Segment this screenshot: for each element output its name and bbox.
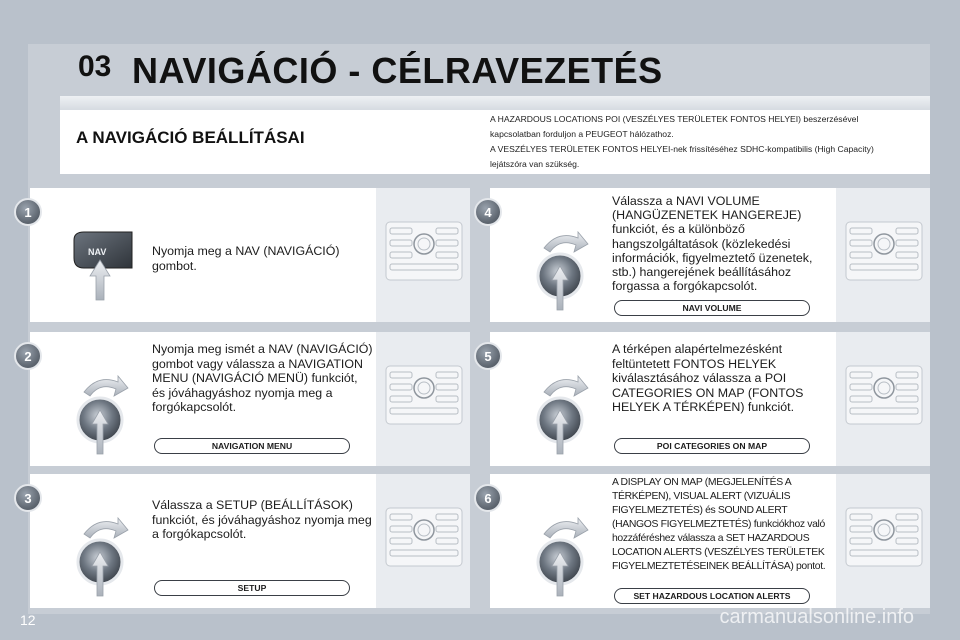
note-text: [490, 112, 920, 172]
chapter-number: 03: [78, 50, 112, 83]
step-number-badge: 5: [474, 342, 502, 370]
step-text: Válassza a SETUP (BEÁLLÍTÁSOK) funkciót, és jóváhagyáshoz nyomja meg a forgókapcsolót.: [152, 498, 372, 542]
step-5: [484, 332, 930, 466]
step-number-badge: 3: [14, 484, 42, 512]
step-text: Válassza a NAVI VOLUME (HANGÜZENETEK HANGEREJE) funkciót, és a különböző hangszolgáltatások (közlekedési információk, figyelmeztető üzenetek, stb.) hangerejének beállításához forgassa a forgókapcsolót.: [612, 194, 813, 294]
rotary-knob-icon: [72, 512, 132, 600]
rotary-knob-icon: [532, 370, 592, 458]
menu-label-navi-volume: NAVI VOLUME: [614, 300, 810, 316]
radio-panel-icon: [384, 218, 464, 284]
step-1: [24, 188, 470, 322]
decorative-band: [60, 96, 930, 110]
step-6: [484, 474, 930, 608]
radio-panel-icon: [844, 362, 924, 428]
section-title: A NAVIGÁCIÓ BEÁLLÍTÁSAI: [76, 128, 305, 147]
note-line: A VESZÉLYES TERÜLETEK FONTOS HELYEI-nek frissítéséhez SDHC-kompatibilis (High Capacity): [490, 144, 874, 154]
rotary-knob-icon: [72, 370, 132, 458]
step-text: A térképen alapértelmezésként feltüntetett FONTOS HELYEK kiválasztásához válassza a POI CATEGORIES ON MAP (FONTOS HELYEK A TÉRKÉPEN) funkciót.: [612, 342, 804, 415]
radio-panel-icon: [384, 504, 464, 570]
menu-label-navigation-menu: NAVIGATION MENU: [154, 438, 350, 454]
step-3: [24, 474, 470, 608]
menu-label-setup: SETUP: [154, 580, 350, 596]
radio-panel-icon: [844, 218, 924, 284]
menu-label-poi-categories: POI CATEGORIES ON MAP: [614, 438, 810, 454]
step-number-badge: 4: [474, 198, 502, 226]
watermark: carmanualsonline.info: [719, 606, 914, 628]
step-text: Nyomja meg a NAV (NAVIGÁCIÓ) gombot.: [152, 244, 340, 273]
rotary-knob-icon: [532, 226, 592, 314]
menu-label-set-hazardous-alerts: SET HAZARDOUS LOCATION ALERTS: [614, 588, 810, 604]
step-number-badge: 2: [14, 342, 42, 370]
radio-panel-icon: [384, 362, 464, 428]
nav-button-label: NAV: [88, 247, 107, 257]
step-text: Nyomja meg ismét a NAV (NAVIGÁCIÓ) gombot vagy válassza a NAVIGATION MENU (NAVIGÁCIÓ MENÜ) funkciót, és jóváhagyáshoz nyomja meg a forgókapcsolót.: [152, 342, 373, 415]
page-number: 12: [20, 612, 36, 628]
note-line: kapcsolatban forduljon a PEUGEOT hálózathoz.: [490, 129, 674, 139]
step-text: A DISPLAY ON MAP (MEGJELENÍTÉS A TÉRKÉPEN), VISUAL ALERT (VIZUÁLIS FIGYELMEZTETÉS) és SOUND ALERT (HANGOS FIGYELMEZTETÉS) funkciókhoz való hozzáféréshez válassza a SET HAZARDOUS LOCATION ALERTS (VESZÉLYES TERÜLETEK FIGYELMEZTETÉSEINEK BEÁLLÍTÁSA) pontot.: [612, 477, 826, 572]
note-line: lejátszóra van szükség.: [490, 159, 580, 169]
chapter-title: NAVIGÁCIÓ - CÉLRAVEZETÉS: [132, 50, 663, 91]
rotary-knob-icon: [532, 512, 592, 600]
nav-button-icon: [70, 220, 140, 302]
radio-panel-icon: [844, 504, 924, 570]
step-4: [484, 188, 930, 322]
note-line: A HAZARDOUS LOCATIONS POI (VESZÉLYES TERÜLETEK FONTOS HELYEI) beszerzésével: [490, 114, 859, 124]
step-number-badge: 6: [474, 484, 502, 512]
step-2: [24, 332, 470, 466]
step-number-badge: 1: [14, 198, 42, 226]
